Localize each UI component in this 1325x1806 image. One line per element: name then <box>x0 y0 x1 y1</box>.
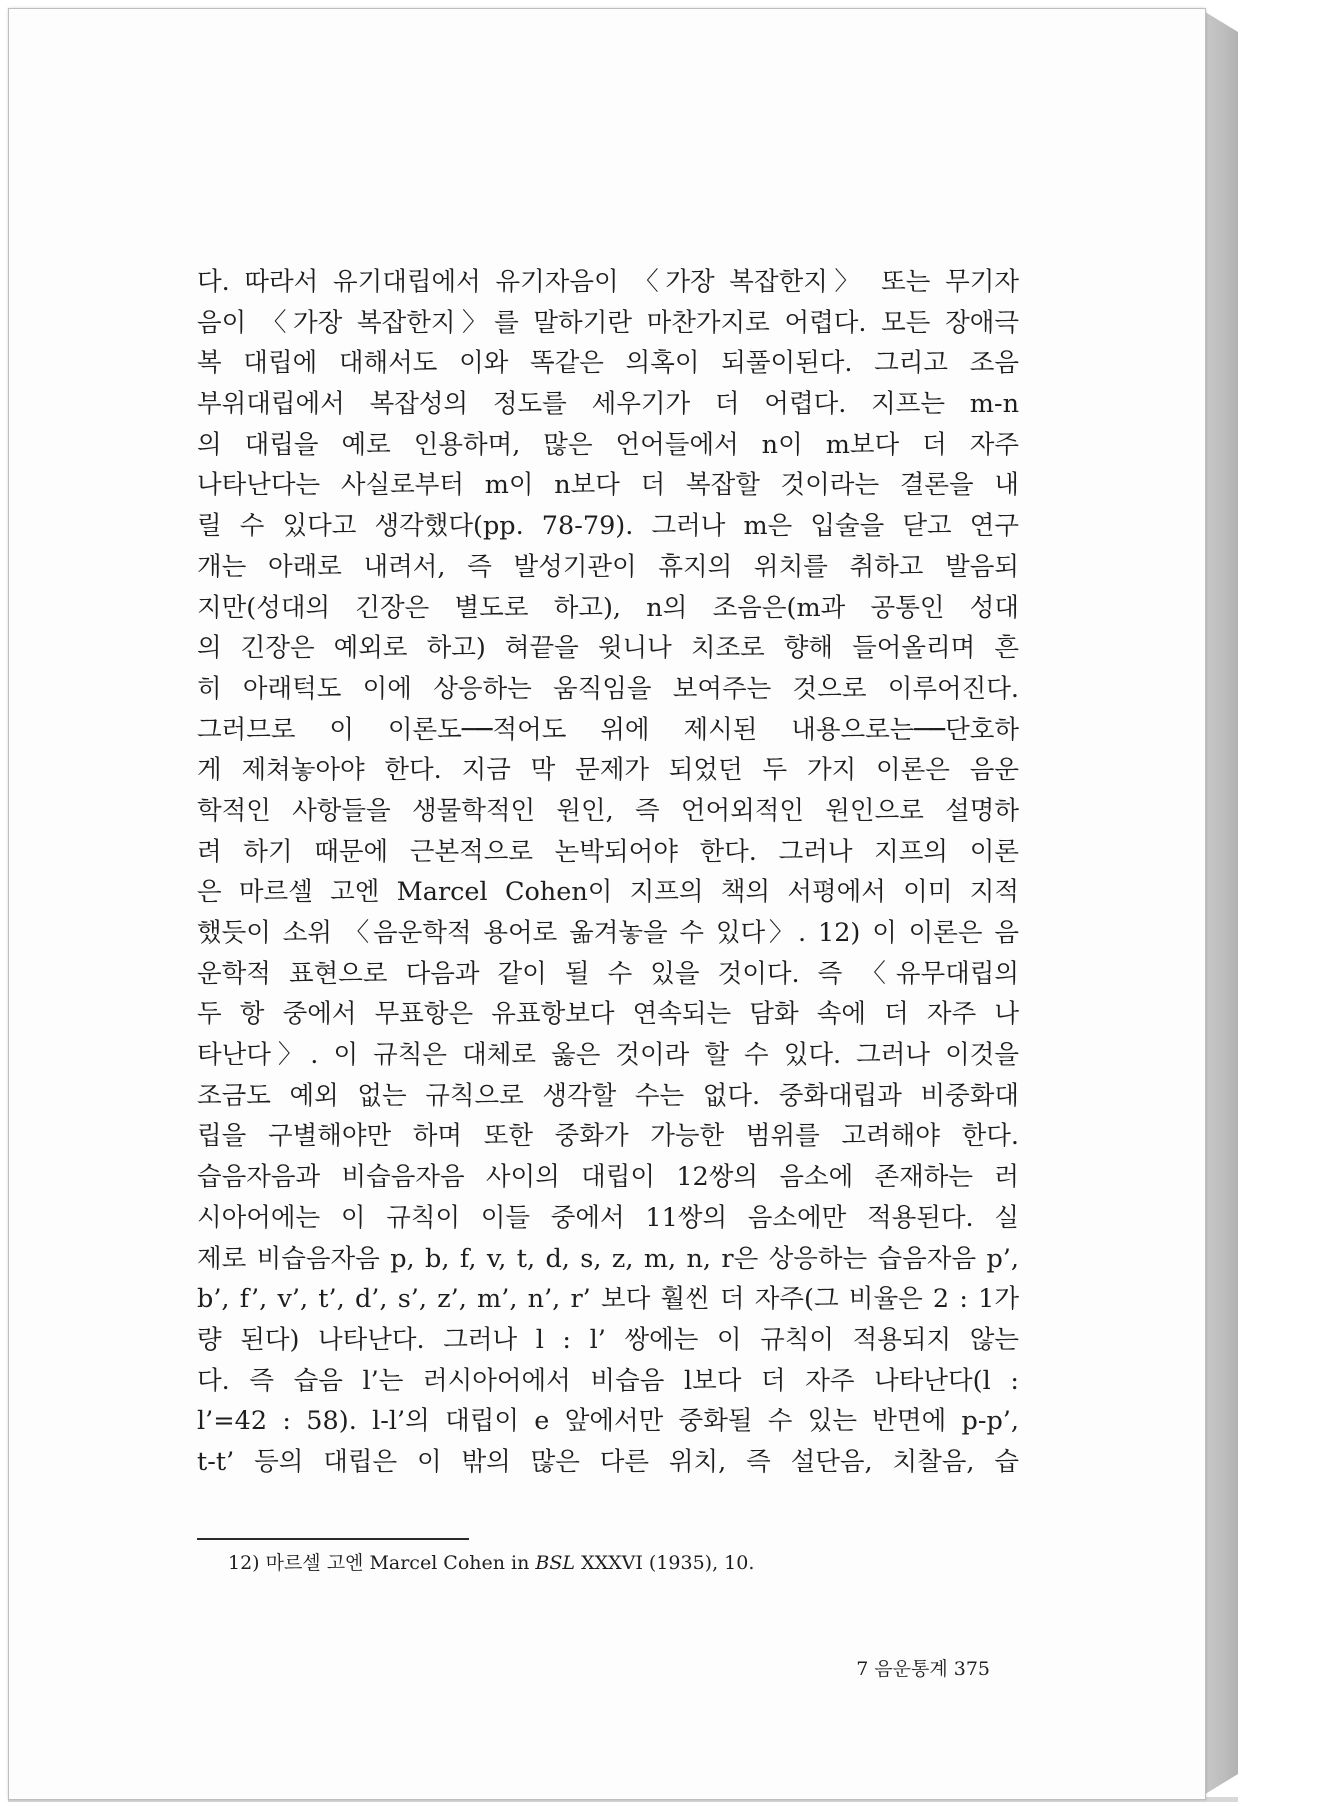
text-line: 그러므로 이 이론도──적어도 위에 제시된 내용으로는──단호하 <box>197 714 1019 745</box>
text-line: 립을 구별해야만 하며 또한 중화가 가능한 범위를 고려해야 한다. <box>197 1121 1019 1152</box>
body-text <box>197 262 1019 1483</box>
footnote-journal: BSL <box>535 1552 576 1574</box>
chapter-label: 7 음운통계 <box>856 1658 948 1680</box>
text-line: 히 아래턱도 이에 상응하는 움직임을 보여주는 것으로 이루어진다. <box>197 673 1019 704</box>
text-line: 부위대립에서 복잡성의 정도를 세우기가 더 어렵다. 지프는 m-n <box>197 389 1019 420</box>
page-stack-edge <box>1202 10 1238 1796</box>
text-line: 습음자음과 비습음자음 사이의 대립이 12쌍의 음소에 존재하는 러 <box>197 1162 1019 1193</box>
text-line: b’, f’, v’, t’, d’, s’, z’, m’, n’, r’ 보다 훨씬 더 자주(그 비율은 2 : 1가 <box>197 1284 1019 1315</box>
text-line: 조금도 예외 없는 규칙으로 생각할 수는 없다. 중화대립과 비중화대 <box>197 1080 1019 1111</box>
footnote-rule <box>197 1538 469 1540</box>
text-line: 다. 즉 습음 l’는 러시아어에서 비습음 l보다 더 자주 나타난다(l : <box>197 1365 1019 1396</box>
text-line: 릴 수 있다고 생각했다(pp. 78-79). 그러나 m은 입술을 닫고 연구 <box>197 511 1019 542</box>
text-line: 시아어에는 이 규칙이 이들 중에서 11쌍의 음소에만 적용된다. 실 <box>197 1202 1019 1233</box>
text-line: 음이 〈가장 복잡한지〉를 말하기란 마찬가지로 어렵다. 모든 장애극 <box>197 307 1019 338</box>
footnote-text: 마르셀 고엔 Marcel Cohen in <box>265 1552 530 1574</box>
text-line: 두 항 중에서 무표항은 유표항보다 연속되는 담화 속에 더 자주 나 <box>197 999 1019 1030</box>
text-line: 운학적 표현으로 다음과 같이 될 수 있을 것이다. 즉 〈유무대립의 <box>197 958 1019 989</box>
running-footer <box>808 1656 990 1682</box>
page-number: 375 <box>953 1658 990 1680</box>
text-line: 다. 따라서 유기대립에서 유기자음이 〈가장 복잡한지〉 또는 무기자 <box>197 267 1019 297</box>
text-line: 개는 아래로 내려서, 즉 발성기관이 휴지의 위치를 취하고 발음되 <box>197 551 1019 582</box>
text-line: 제로 비습음자음 p, b, f, v, t, d, s, z, m, n, r은 상응하는 습음자음 p’, <box>197 1243 1019 1274</box>
text-line: 했듯이 소위 〈음운학적 용어로 옮겨놓을 수 있다〉. 12) 이 이론은 음 <box>197 918 1019 948</box>
text-line: 타난다〉. 이 규칙은 대체로 옳은 것이라 할 수 있다. 그러나 이것을 <box>197 1040 1019 1071</box>
text-line: 려 하기 때문에 근본적으로 논박되어야 한다. 그러나 지프의 이론 <box>197 836 1019 867</box>
text-line: 복 대립에 대해서도 이와 똑같은 의혹이 되풀이된다. 그리고 조음 <box>197 348 1019 379</box>
text-line: t-t’ 등의 대립은 이 밖의 많은 다른 위치, 즉 설단음, 치찰음, 습 <box>197 1446 1019 1477</box>
footnote-number: 12) <box>228 1552 260 1574</box>
text-line: 의 대립을 예로 인용하며, 많은 언어들에서 n이 m보다 더 자주 <box>197 429 1019 460</box>
footnote <box>228 1550 754 1576</box>
text-line: 의 긴장은 예외로 하고) 혀끝을 윗니나 치조로 향해 들어올리며 흔 <box>197 633 1020 664</box>
text-line: 은 마르셀 고엔 Marcel Cohen이 지프의 책의 서평에서 이미 지적 <box>197 877 1019 908</box>
text-line: 량 된다) 나타난다. 그러나 l : l’ 쌍에는 이 규칙이 적용되지 않는 <box>197 1324 1019 1355</box>
text-line: 학적인 사항들을 생물학적인 원인, 즉 언어외적인 원인으로 설명하 <box>197 795 1019 826</box>
footnote-detail: XXXVI (1935), 10. <box>581 1552 755 1574</box>
text-line: 나타난다는 사실로부터 m이 n보다 더 복잡할 것이라는 결론을 내 <box>197 470 1019 501</box>
text-line: l’=42 : 58). l-l’의 대립이 e 앞에서만 중화될 수 있는 반면에 p-p’, <box>197 1406 1019 1437</box>
text-line: 게 제쳐놓아야 한다. 지금 막 문제가 되었던 두 가지 이론은 음운 <box>197 755 1019 786</box>
text-line: 지만(성대의 긴장은 별도로 하고), n의 조음은(m과 공통인 성대 <box>197 592 1019 623</box>
